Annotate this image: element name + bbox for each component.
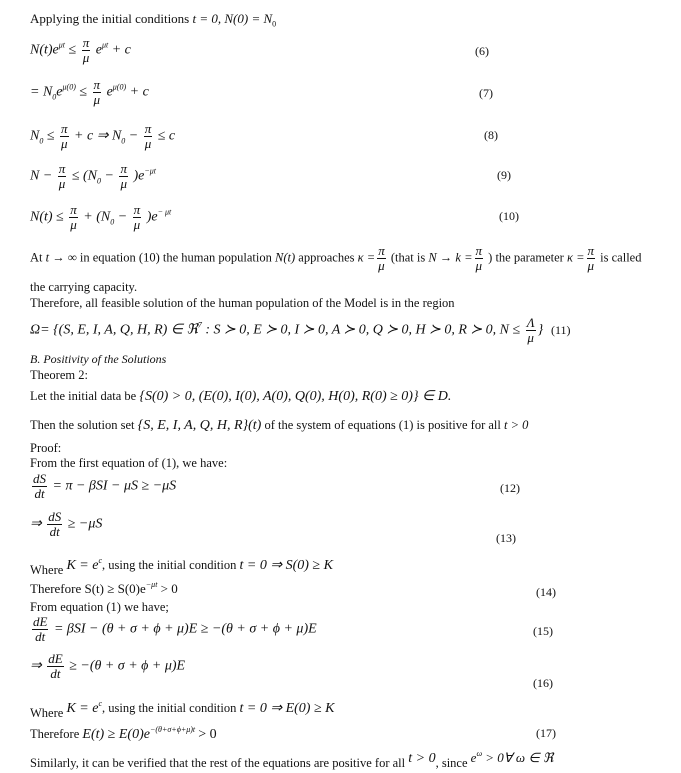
- let-line-a: Let the initial data be: [30, 389, 137, 403]
- para1-frac2-den: μ: [475, 258, 483, 273]
- eq7-left: = N: [30, 84, 53, 100]
- eq16-fraction: [47, 652, 63, 681]
- therefore2-c: > 0: [198, 727, 217, 742]
- eq7-left-sub: 0: [52, 92, 57, 102]
- eq15-a: = βSI − (θ + σ + ϕ + μ)E ≥ −(θ + σ + ϕ + μ)E: [53, 621, 317, 637]
- eq8-number: (8): [484, 128, 498, 142]
- similarly-a: Similarly, it can be verified that the rest of the equations are positive for all: [30, 756, 406, 770]
- eq7-frac-num: π: [93, 77, 101, 92]
- eq6-left-sup: μt: [58, 40, 66, 50]
- similarly-c: , since: [435, 756, 468, 770]
- equation-11: [30, 316, 543, 345]
- eq10-number: (10): [499, 209, 519, 223]
- eq16-b: ≥ −(θ + σ + ϕ + μ)E: [69, 658, 186, 674]
- para1-f: κ =: [357, 250, 376, 265]
- eq7-tail-sup: μ(0): [112, 82, 127, 92]
- where-line-1: [30, 553, 333, 577]
- eq9-frac1-num: π: [58, 161, 66, 176]
- eq8-frac1-num: π: [61, 121, 68, 136]
- eq8-fraction-2: [144, 122, 153, 151]
- eq12-frac-num: dS: [33, 471, 46, 486]
- therefore2-a: Therefore: [30, 727, 80, 741]
- eq11-fraction: [526, 316, 536, 345]
- eq12-frac-den: dt: [34, 486, 45, 501]
- eq10-b-sub: 0: [110, 217, 115, 227]
- para1-h: N → k =: [428, 250, 473, 265]
- eq8-d: −: [128, 128, 139, 144]
- para1-frac1-den: μ: [378, 258, 385, 273]
- equation-13: [30, 510, 102, 539]
- para1-d: N(t): [275, 250, 296, 265]
- paragraph-carrying-capacity: [30, 244, 641, 273]
- eq7-tail: e: [106, 84, 113, 100]
- eq10-a: N(t) ≤: [30, 209, 64, 225]
- equation-12: [30, 472, 176, 501]
- eq10-frac1-num: π: [70, 202, 77, 217]
- para1-end: the carrying capacity.: [30, 280, 138, 294]
- eq11-b: : S ≻ 0, E ≻ 0, I ≻ 0, A ≻ 0, Q ≻ 0, H ≻ 0, R ≻ 0, N ≤: [205, 322, 521, 338]
- where1-b: K = e: [66, 558, 99, 573]
- para1-k: is called: [600, 250, 642, 265]
- eq9-c: −: [104, 168, 114, 184]
- where1-a: Where: [30, 563, 64, 577]
- eq9-number: (9): [497, 168, 511, 182]
- eq6-fraction: [82, 36, 91, 65]
- eq13-b: ≥ −μS: [67, 516, 103, 532]
- eq11-c: }: [537, 322, 544, 338]
- eq12-fraction: [32, 472, 47, 501]
- then-line-d: t > 0: [504, 418, 529, 432]
- intro-line: [30, 11, 276, 33]
- let-line: [30, 388, 451, 405]
- therefore1-a-sup: −μt: [145, 580, 158, 589]
- eq8-c: + c ⇒ N: [74, 128, 122, 144]
- eq7-frac-den: μ: [93, 92, 101, 107]
- eq15-frac-num: dE: [33, 614, 48, 629]
- eq16-frac-num: dE: [48, 651, 63, 666]
- para1-fraction-3: [587, 244, 596, 273]
- eq6-number: (6): [475, 44, 489, 58]
- eq10-d-sup: − μt: [157, 207, 172, 217]
- similarly-e: > 0∀ ω ∈ ℜ: [485, 750, 554, 765]
- eq8-frac2-num: π: [144, 121, 152, 136]
- eq16-a: ⇒: [30, 658, 42, 674]
- eq9-a: N −: [30, 168, 53, 184]
- para1-c: in equation (10) the human population: [79, 250, 272, 265]
- equation-7: [30, 78, 149, 107]
- eq9-fraction-2: [119, 162, 128, 191]
- similarly-d-sup: ω: [476, 749, 483, 758]
- para1-j: κ =: [566, 250, 585, 265]
- eq9-frac2-num: π: [120, 161, 127, 176]
- eq6-frac-num: π: [82, 35, 90, 50]
- para1-frac1-num: π: [378, 243, 385, 258]
- equation-10: [30, 203, 171, 232]
- eq7-left-sup: μ(0): [62, 82, 76, 92]
- proof-label: Proof:: [30, 441, 62, 455]
- para1-a: At: [30, 250, 43, 265]
- intro-condition: t = 0, N(0) = N: [192, 11, 273, 26]
- eq10-d: )e: [146, 209, 158, 225]
- eq8-c-sub: 0: [121, 136, 126, 146]
- eq15-number: (15): [533, 624, 553, 638]
- therefore1-a: Therefore S(t) ≥ S(0)e: [30, 581, 146, 596]
- then-line-b: {S, E, I, A, Q, H, R}(t): [137, 418, 262, 433]
- eq16-frac-den: dt: [50, 666, 61, 681]
- eq8-frac1-den: μ: [61, 136, 68, 151]
- where1-d: t = 0 ⇒ S(0) ≥ K: [239, 558, 333, 573]
- eq8-a: N: [30, 128, 40, 144]
- then-line-c: of the system of equations (1) is positive for all: [264, 418, 501, 432]
- eq6-tail: e: [95, 42, 102, 58]
- eq6-frac-den: μ: [82, 50, 90, 65]
- eq13-number: (13): [496, 531, 516, 545]
- eq10-frac2-den: μ: [133, 217, 141, 232]
- intro-subscript: 0: [272, 19, 277, 29]
- from-first-equation: From the first equation of (1), we have:: [30, 456, 228, 470]
- equation-6: [30, 36, 131, 65]
- eq9-frac1-den: μ: [58, 176, 66, 191]
- eq13-a: ⇒: [30, 516, 42, 532]
- eq7-number: (7): [479, 86, 493, 100]
- para1-frac3-den: μ: [587, 258, 595, 273]
- eq7-left-mid: e: [56, 84, 63, 100]
- eq9-b: ≤ (N: [71, 168, 97, 184]
- para1-i: ) the parameter: [488, 250, 564, 265]
- eq16-number: (16): [533, 676, 553, 690]
- eq13-frac-num: dS: [48, 509, 62, 524]
- eq11-a-sup: 7: [197, 320, 202, 330]
- similarly-line: [30, 751, 553, 772]
- paragraph-feasible-region: Therefore, all feasible solution of the human population of the Model is in the region: [30, 296, 455, 310]
- eq8-fraction-1: [60, 122, 69, 151]
- eq9-frac2-den: μ: [120, 176, 127, 191]
- para1-e: approaches: [298, 250, 355, 265]
- eq8-b: ≤: [46, 128, 55, 144]
- eq10-fraction-2: [133, 203, 142, 232]
- eq7-fraction: [93, 78, 102, 107]
- equation-15: [30, 615, 317, 644]
- eq12-number: (12): [500, 481, 520, 495]
- from-equation-1: From equation (1) we have;: [30, 600, 169, 614]
- eq9-fraction-1: [58, 162, 67, 191]
- equation-8: [30, 122, 175, 151]
- para1-frac3-num: π: [587, 243, 595, 258]
- where2-d: t = 0 ⇒ E(0) ≥ K: [239, 701, 335, 716]
- eq11-number: (11): [551, 323, 571, 337]
- eq13-frac-den: dt: [49, 524, 60, 539]
- where2-c: , using the initial condition: [102, 701, 237, 715]
- eq8-frac2-den: μ: [144, 136, 152, 151]
- eq8-a-sub: 0: [39, 136, 44, 146]
- para1-fraction-1: [377, 244, 386, 273]
- intro-text: Applying the initial conditions: [30, 11, 190, 26]
- equation-9: [30, 162, 156, 191]
- therefore2-b-sup: −(θ+σ+ϕ+μ)t: [149, 725, 196, 734]
- eq15-frac-den: dt: [35, 629, 46, 644]
- eq7-rel: ≤: [79, 84, 88, 100]
- eq9-b-sub: 0: [97, 176, 101, 186]
- then-line: [30, 417, 528, 434]
- therefore-line-2: [30, 722, 217, 743]
- eq12-a: = π − βSI − μS ≥ −μS: [52, 478, 177, 494]
- where2-a: Where: [30, 706, 64, 720]
- eq10-b: + (N: [83, 209, 111, 225]
- similarly-b: t > 0: [408, 751, 436, 766]
- equation-16: [30, 652, 185, 681]
- eq11-frac-den: μ: [527, 330, 534, 345]
- para1-fraction-2: [475, 244, 484, 273]
- eq10-frac1-den: μ: [70, 217, 77, 232]
- eq15-fraction: [32, 615, 48, 644]
- section-heading: B. Positivity of the Solutions: [30, 352, 167, 366]
- para1-g: (that is: [390, 250, 426, 265]
- eq8-e: ≤ c: [157, 128, 176, 144]
- then-line-a: Then the solution set: [30, 418, 135, 432]
- eq6-rel: ≤: [68, 42, 77, 58]
- eq11-a: Ω= {(S, E, I, A, Q, H, R) ∈ ℜ: [30, 322, 198, 338]
- where-line-2: [30, 696, 335, 720]
- eq6-left: N(t)e: [30, 42, 59, 58]
- eq7-end: + c: [129, 84, 149, 100]
- therefore-line-1: [30, 577, 178, 597]
- eq6-end: + c: [111, 42, 131, 58]
- where1-c: , using the initial condition: [102, 558, 237, 572]
- eq6-tail-sup: μt: [101, 40, 109, 50]
- let-line-b: {S(0) > 0, (E(0), I(0), A(0), Q(0), H(0), R(0) ≥ 0)} ∈ D.: [139, 389, 452, 404]
- where2-b-sup: c: [98, 699, 102, 708]
- where1-b-sup: c: [98, 556, 102, 565]
- eq9-d-sup: −μt: [144, 166, 156, 176]
- eq10-frac2-num: π: [133, 202, 141, 217]
- where2-b: K = e: [66, 701, 99, 716]
- theorem-label: Theorem 2:: [30, 368, 88, 382]
- therefore2-b: E(t) ≥ E(0)e: [82, 727, 150, 742]
- similarly-d: e: [470, 750, 477, 765]
- para1-b: t → ∞: [45, 250, 77, 265]
- eq17-number: (17): [536, 726, 556, 740]
- para1-frac2-num: π: [475, 243, 483, 258]
- eq11-frac-num: Λ: [526, 315, 535, 330]
- eq10-fraction-1: [69, 203, 78, 232]
- eq9-d: )e: [133, 168, 145, 184]
- therefore1-b: > 0: [160, 581, 178, 596]
- eq10-c: −: [117, 209, 128, 225]
- eq14-number: (14): [536, 585, 556, 599]
- eq13-fraction: [47, 510, 62, 539]
